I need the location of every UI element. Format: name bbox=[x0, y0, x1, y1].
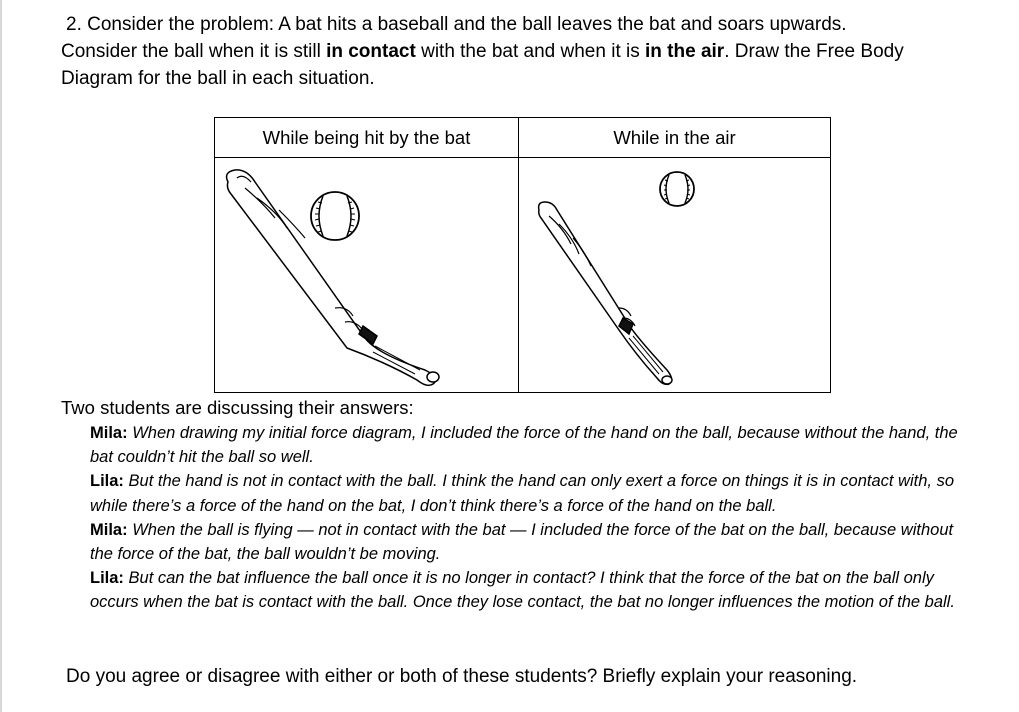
dialogue-entry bbox=[90, 469, 970, 517]
page-left-edge bbox=[0, 0, 2, 712]
drawing-area-in-air[interactable] bbox=[519, 158, 830, 392]
question-line-3: Diagram for the ball in each situation. bbox=[61, 68, 375, 89]
question-prompt bbox=[61, 11, 961, 92]
speaker-name: Lila: bbox=[90, 569, 124, 588]
emphasis-in-contact: in contact bbox=[326, 41, 416, 62]
question-line-2 bbox=[61, 38, 961, 65]
header-being-hit: While being hit by the bat bbox=[215, 118, 518, 158]
bat-icon bbox=[539, 202, 672, 384]
drawing-area-being-hit[interactable] bbox=[215, 158, 518, 392]
column-being-hit bbox=[215, 118, 519, 392]
header-in-air: While in the air bbox=[519, 118, 830, 158]
free-body-diagram-table bbox=[214, 117, 831, 393]
question-line-2-text: Consider the ball when it is still bbox=[61, 41, 327, 62]
question-line-2-text-end: . Draw the Free Body bbox=[724, 41, 904, 62]
bat-and-ball-in-air-illustration bbox=[519, 158, 830, 392]
speech-text: But the hand is not in contact with the ball. I think the hand can only exert a force on things it is in contact with, so while there’s a force of the hand on the bat, I don’t think there’s a force of the hand on the ball. bbox=[90, 472, 954, 515]
dialogue-entry bbox=[90, 518, 970, 566]
discussion-intro: Two students are discussing their answers: bbox=[61, 397, 414, 418]
emphasis-in-the-air: in the air bbox=[645, 41, 725, 62]
speech-text: When drawing my initial force diagram, I included the force of the hand on the ball, because without the hand, the bat couldn’t hit the ball so well. bbox=[90, 424, 958, 467]
speaker-name: Lila: bbox=[90, 472, 124, 491]
question-line-2-text-mid: with the bat and when it is bbox=[415, 41, 645, 62]
student-dialogue bbox=[90, 421, 970, 615]
baseball-icon bbox=[660, 172, 694, 206]
speech-text: But can the bat influence the ball once it is no longer in contact? I think that the force of the bat on the ball only occurs when the bat is contact with the ball. Once they lose contact, the bat no longer influences the motion of the ball. bbox=[90, 569, 955, 612]
speech-text: When the ball is flying — not in contact with the bat — I included the force of the bat on the ball, because without the force of the bat, the ball wouldn’t be moving. bbox=[90, 520, 954, 564]
speaker-name: Mila: bbox=[90, 424, 128, 442]
baseball-icon bbox=[311, 192, 359, 240]
speaker-name: Mila: bbox=[90, 520, 128, 539]
bat-and-ball-contact-illustration bbox=[215, 158, 519, 392]
dialogue-entry bbox=[90, 566, 970, 614]
column-in-air bbox=[519, 118, 830, 392]
dialogue-entry bbox=[90, 421, 970, 469]
question-line-1: 2. Consider the problem: A bat hits a baseball and the ball leaves the bat and soars upwards. bbox=[66, 14, 847, 35]
closing-question: Do you agree or disagree with either or both of these students? Briefly explain your reasoning. bbox=[66, 666, 858, 687]
